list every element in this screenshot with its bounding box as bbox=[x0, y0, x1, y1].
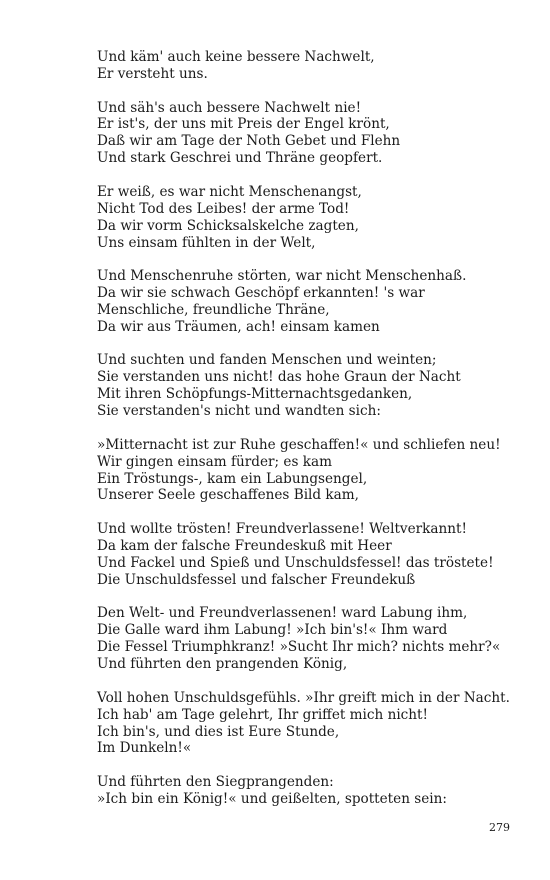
stanza bbox=[97, 521, 517, 589]
verse-line: Daß wir am Tage der Noth Gebet und Flehn bbox=[97, 133, 401, 150]
verse-line: Da wir vorm Schicksalskelche zagten, bbox=[97, 217, 359, 234]
verse-line: Voll hohen Unschuldsgefühls. »Ihr greift mich in der Nacht. bbox=[97, 689, 510, 706]
verse-line: Und suchten und fanden Menschen und weinten; bbox=[97, 352, 437, 369]
stanza bbox=[97, 100, 517, 168]
stanza bbox=[97, 49, 517, 83]
verse-line: Sie verstanden's nicht und wandten sich: bbox=[97, 403, 381, 420]
stanza bbox=[97, 352, 517, 420]
verse-line: Da wir sie schwach Geschöpf erkannten! 's war bbox=[97, 285, 425, 302]
verse-line: Wir gingen einsam fürder; es kam bbox=[97, 453, 332, 470]
verse-line: Ich bin's, und dies ist Eure Stunde, bbox=[97, 723, 340, 740]
stanza bbox=[97, 690, 517, 758]
stanza bbox=[97, 437, 517, 505]
verse-line: Menschliche, freundliche Thräne, bbox=[97, 301, 330, 318]
verse-line: Und stark Geschrei und Thräne geopfert. bbox=[97, 150, 383, 167]
verse-line: »Mitternacht ist zur Ruhe geschaffen!« und schliefen neu! bbox=[97, 436, 501, 453]
verse-line: Ein Tröstungs-, kam ein Labungsengel, bbox=[97, 470, 368, 487]
verse-line: Er weiß, es war nicht Menschenangst, bbox=[97, 183, 362, 200]
verse-line: Und führten den Siegprangenden: bbox=[97, 774, 334, 790]
verse-line: Er ist's, der uns mit Preis der Engel krönt, bbox=[97, 116, 390, 133]
verse-line: Den Welt- und Freundverlassenen! ward Labung ihm, bbox=[97, 605, 468, 622]
verse-line: Sie verstanden uns nicht! das hohe Graun der Nacht bbox=[97, 369, 461, 386]
verse-line: Da wir aus Träumen, ach! einsam kamen bbox=[97, 318, 380, 335]
stanza bbox=[97, 184, 517, 252]
poem-body bbox=[97, 49, 517, 825]
verse-line: Mit ihren Schöpfungs-Mitternachtsgedanken, bbox=[97, 386, 413, 403]
stanza bbox=[97, 605, 517, 673]
verse-line: Und Fackel und Spieß und Unschuldsfessel! das tröstete! bbox=[97, 554, 494, 571]
verse-line: Im Dunkeln!« bbox=[97, 740, 192, 757]
verse-line: Und käm' auch keine bessere Nachwelt, bbox=[97, 49, 375, 65]
verse-line: Unserer Seele geschaffenes Bild kam, bbox=[97, 487, 359, 504]
verse-line: Die Unschuldsfessel und falscher Freundekuß bbox=[97, 571, 416, 588]
verse-line: Die Fessel Triumphkranz! »Sucht Ihr mich? nichts mehr?« bbox=[97, 639, 501, 656]
verse-line: Ich hab' am Tage gelehrt, Ihr griffet mich nicht! bbox=[97, 706, 428, 723]
verse-line: Uns einsam fühlten in der Welt, bbox=[97, 234, 316, 251]
verse-line: Und säh's auch bessere Nachwelt nie! bbox=[97, 99, 362, 116]
stanza bbox=[97, 774, 517, 808]
verse-line: Er versteht uns. bbox=[97, 65, 208, 82]
verse-line: Die Galle ward ihm Labung! »Ich bin's!« Ihm ward bbox=[97, 622, 448, 639]
verse-line: Und Menschenruhe störten, war nicht Menschenhaß. bbox=[97, 268, 467, 285]
verse-line: Und führten den prangenden König, bbox=[97, 656, 348, 673]
verse-line: Und wollte trösten! Freundverlassene! Weltverkannt! bbox=[97, 521, 467, 538]
stanza bbox=[97, 268, 517, 336]
verse-line: Nicht Tod des Leibes! der arme Tod! bbox=[97, 200, 350, 217]
verse-line: »Ich bin ein König!« und geißelten, spotteten sein: bbox=[97, 790, 447, 807]
page-number: 279 bbox=[489, 821, 510, 834]
verse-line: Da kam der falsche Freundeskuß mit Heer bbox=[97, 537, 392, 554]
